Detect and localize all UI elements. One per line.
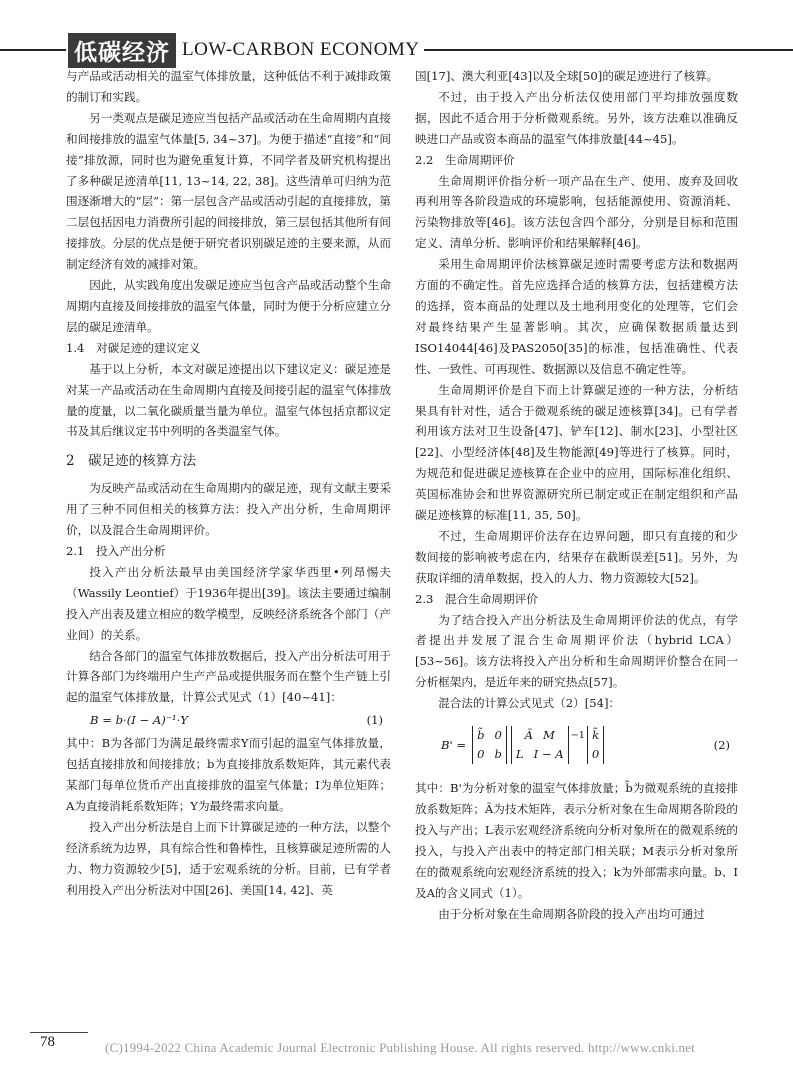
paragraph: 由于分析对象在生命周期各阶段的投入产出均可通过 <box>438 906 705 921</box>
paragraph: 生命周期评价是自下而上计算碳足迹的一种方法，分析结果具有针对性，适合于微观系统的碳足迹核算[34]。已有学者利用该方法对卫生设备[47]、铲车[12]、制水[23]、小型社区[22]、小型经济体[48]及生物能源[49]等进行了核算。同时，为规范和促进碳足迹核算在企业中的应用，国际标准化组织、英国标准协会和世界资源研究所已制定或正在制定组织和产品碳足迹核算的标准[11, 35, 50]。 <box>415 382 738 523</box>
matrix-cell: b <box>494 747 502 762</box>
footer-rule <box>30 1032 88 1033</box>
matrix-row <box>477 745 502 764</box>
matrix-cell: M <box>543 728 555 743</box>
paragraph: 为反映产品或活动在生命周期内的碳足迹，现有文献主要采用了三种不同但相关的核算方法：投入产出分析，生命周期评价，以及混合生命周期评价。 <box>66 481 391 538</box>
matrix-cell: k̃ <box>592 728 600 743</box>
matrix-row <box>516 726 564 745</box>
journal-title-cn: 低碳经济 <box>68 33 176 68</box>
matrix-cell: 0 <box>494 728 502 743</box>
matrix-cell: I − A <box>533 747 564 762</box>
subsection-heading: 2.1 投入产出分析 <box>66 544 166 559</box>
left-column <box>66 66 391 900</box>
journal-header <box>0 34 793 68</box>
paragraph: 国[17]、澳大利亚[43]以及全球[50]的碳足迹进行了核算。 <box>415 69 719 83</box>
subsection-heading: 2.3 混合生命周期评价 <box>415 591 538 606</box>
paragraph: 为了结合投入产出分析法及生命周期评价法的优点，有学者提出并发展了混合生命周期评价法（hybrid LCA）[53~56]。该方法将投入产出分析和生命周期评价整合在同一分析框架内，是近年来的研究热点[57]。 <box>415 612 738 690</box>
matrix <box>511 726 569 764</box>
matrix-row <box>592 745 599 764</box>
section-heading: 2 碳足迹的核算方法 <box>66 453 197 470</box>
matrix-cell: Ã <box>524 728 534 743</box>
equation-2 <box>415 718 738 772</box>
copyright-notice: (C)1994-2022 China Academic Journal Electronic Publishing House. All rights reserved. http://www.cnki.net <box>105 1040 695 1055</box>
matrix-row <box>592 726 599 745</box>
paragraph: 结合各部门的温室气体排放数据后，投入产出分析法可用于计算各部门为终端用户生产产品或提供服务而在整个生产链上引起的温室气体排放量，计算公式见式（1）[40~41]： <box>66 648 391 705</box>
matrix <box>587 726 604 764</box>
equation-number: (1) <box>366 713 383 728</box>
equation-number: (2) <box>713 737 730 752</box>
paragraph: 其中：B'为分析对象的温室气体排放量；b̃为微观系统的直接排放系数矩阵；Ã为技术矩阵，表示分析对象在生命周期各阶段的投入与产出；L表示宏观经济系统向分析对象所在的微观系统的投入，与投入产出表中的特定部门相关联；M表示分析对象所在的微观系统向宏观经济系统的投入；k为外部需求向量。b、I及A的含义同式（1）。 <box>415 781 738 900</box>
matrix-cell: 0 <box>477 747 485 762</box>
paragraph: 另一类观点是碳足迹应当包括产品或活动在生命周期内直接和间接排放的温室气体量[5, 34~37]。为便于描述“直接”和“间接”排放源，同时也为避免重复计算，不同学者及研究机构提出了多种碳足迹清单[11, 13~14, 22, 38]。这些清单可归纳为范围逐渐增大的“层”：第一层包含产品或活动引起的直接排放，第二层包括因电力消费所引起的间接排放，第三层包括其他所有间接排放。分层的优点是便于研究者识别碳足迹的主要来源，从而制定经济有效的减排对策。 <box>66 110 391 272</box>
equation-body: B = b·(I − A)⁻¹·Y <box>90 713 188 728</box>
right-column <box>415 66 738 924</box>
subsection-heading: 1.4 对碳足迹的建议定义 <box>66 340 201 355</box>
header-title-box <box>66 34 424 66</box>
equation-1 <box>66 710 391 731</box>
equation-lhs: B' = <box>441 737 467 752</box>
page-number: 78 <box>40 1034 55 1050</box>
paragraph: 采用生命周期评价法核算碳足迹时需要考虑方法和数据两方面的不确定性。首先应选择合适的核算方法，包括建模方法的选择，资本商品的处理以及土地利用变化的处理等，它们会对最终结果产生显著影响。其次，应确保数据质量达到ISO14044[46]及PAS2050[35]的标准，包括准确性、代表性、一致性、可再现性、数据源以及信息不确定性等。 <box>415 257 738 376</box>
paragraph: 不过，生命周期评价法存在边界问题，即只有直接的和少数间接的影响被考虑在内，结果存在截断误差[51]。另外，为获取详细的清单数据，投入的人力、物力资源较大[52]。 <box>415 528 738 585</box>
paragraph: 其中：B为各部门为满足最终需求Y而引起的温室气体排放量，包括直接排放和间接排放；b为直接排放系数矩阵，其元素代表某部门每单位货币产出直接排放的温室气体量；I为单位矩阵；A为直接消耗系数矩阵；Y为最终需求向量。 <box>66 736 391 813</box>
paragraph: 投入产出分析法是自上而下计算碳足迹的一种方法，以整个经济系统为边界，具有综合性和鲁棒性，且核算碳足迹所需的人力、物力资源较少[5]，适于宏观系统的分析。目前，已有学者利用投入产出分析法对中国[26]、美国[14, 42]、英 <box>66 819 391 897</box>
matrix <box>472 726 507 764</box>
journal-title-en: LOW-CARBON ECONOMY <box>182 39 420 60</box>
matrix-row <box>516 745 564 764</box>
matrix-cell: b̃ <box>477 728 485 743</box>
paragraph: 生命周期评价指分析一项产品在生产、使用、废弃及回收再利用等各阶段造成的环境影响，包括能源使用、资源消耗、污染物排放等[46]。该方法包含四个部分，分别是目标和范围定义、清单分析、影响评价和结果解释[46]。 <box>415 173 738 251</box>
paragraph: 与产品或活动相关的温室气体排放量，这种低估不利于减排政策的制订和实践。 <box>66 69 391 104</box>
equation-body <box>415 726 606 764</box>
subsection-heading: 2.2 生命周期评价 <box>415 152 515 167</box>
paragraph: 混合法的计算公式见式（2）[54]： <box>438 696 621 711</box>
matrix-cell: L <box>515 747 524 762</box>
matrix-cell: 0 <box>591 747 600 762</box>
paragraph: 因此，从实践角度出发碳足迹应当包含产品或活动整个生命周期内直接及间接排放的温室气体量，同时为便于分析应建立分层的碳足迹清单。 <box>66 278 391 334</box>
paragraph: 投入产出分析法最早由美国经济学家华西里•列昂惕夫（Wassily Leontief）于1936年提出[39]。该法主要通过编制投入产出表及建立相应的数学模型，反映经济系统各个部门（产业间）的关系。 <box>66 564 391 642</box>
matrix-row <box>477 726 502 745</box>
paragraph: 基于以上分析，本文对碳足迹提出以下建议定义：碳足迹是对某一产品或活动在生命周期内直接及间接引起的温室气体排放量的度量，以二氧化碳质量当量为单位。温室气体包括京都议定书及其后继议定书中列明的各类温室气体。 <box>66 361 391 439</box>
page-footer <box>30 1032 770 1060</box>
paragraph: 不过，由于投入产出分析法仅使用部门平均排放强度数据，因此不适合用于分析微观系统。另外，该方法难以准确反映进口产品或资本商品的温室气体排放量[44~45]。 <box>415 89 738 146</box>
inverse-exponent: −1 <box>570 730 585 742</box>
